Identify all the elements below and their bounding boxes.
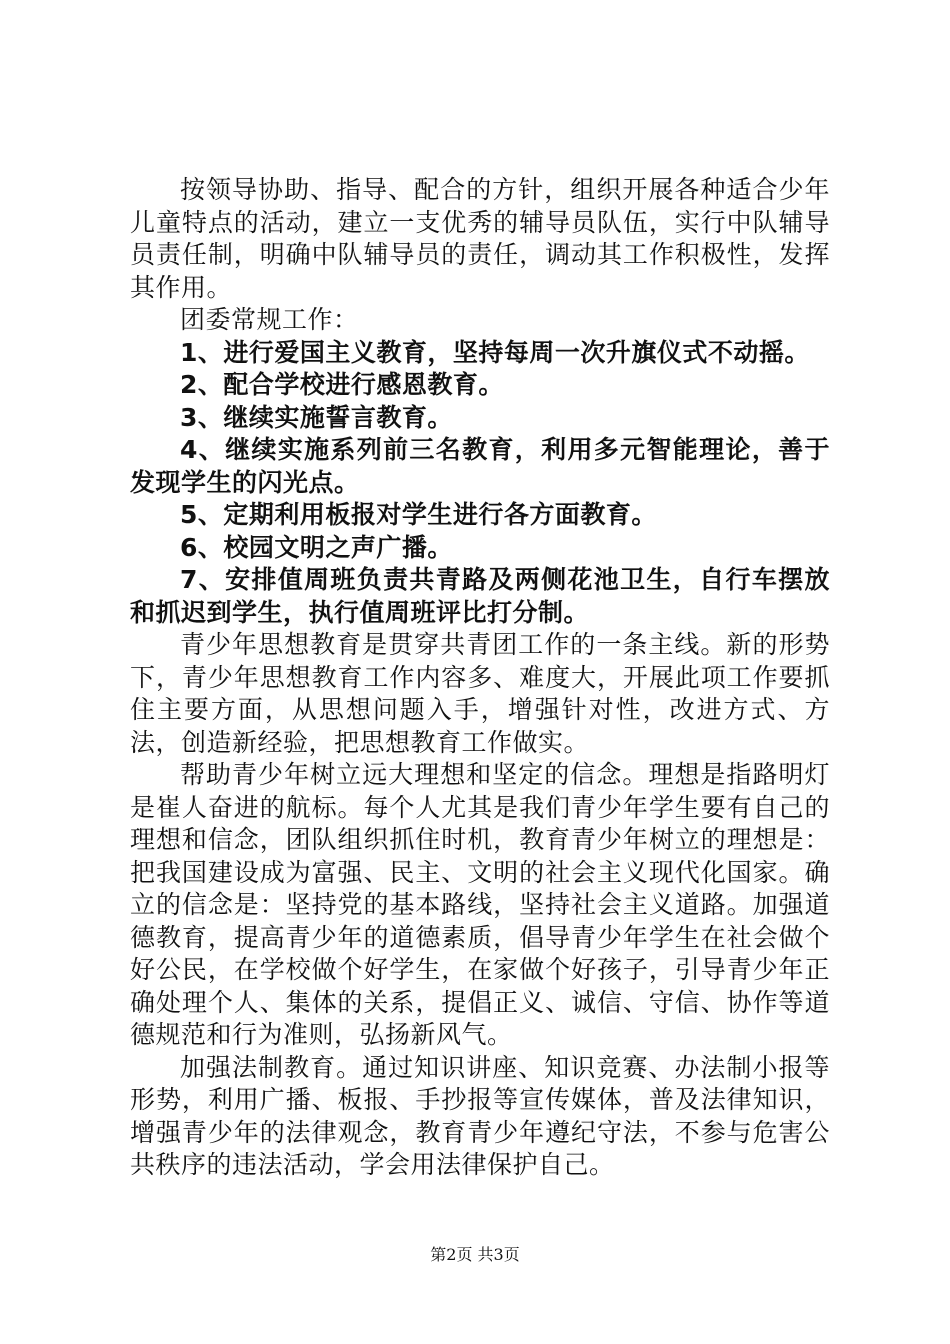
list-item-7: 7、安排值周班负责共青路及两侧花池卫生，自行车摆放和抓迟到学生，执行值周班评比打分制。 xyxy=(130,565,830,627)
paragraph-heading-routine-work: 团委常规工作： xyxy=(180,305,359,334)
list-item-6: 6、校园文明之声广播。 xyxy=(180,532,453,562)
paragraph-ideals-beliefs: 帮助青少年树立远大理想和坚定的信念。理想是指路明灯是崔人奋进的航标。每个人尤其是我们青少年学生要有自己的理想和信念，团队组织抓住时机，教育青少年树立的理想是：把我国建设成为富强、民主、文明的社会主义现代化国家。确立的信念是：坚持党的基本路线，坚持社会主义道路。加强道德教育，提高青少年的道德素质，倡导青少年学生在社会做个好公民，在学校做个好学生，在家做个好孩子，引导青少年正确处理个人、集体的关系，提倡正义、诚信、守信、协作等道德规范和行为准则，弘扬新风气。 xyxy=(130,760,830,1049)
list-item-2: 2、配合学校进行感恩教育。 xyxy=(180,370,504,399)
paragraph-intro: 按领导协助、指导、配合的方针，组织开展各种适合少年儿童特点的活动，建立一支优秀的辅导员队伍，实行中队辅导员责任制，明确中队辅导员的责任，调动其工作积极性，发挥其作用。 xyxy=(130,175,830,302)
paragraph-legal-education: 加强法制教育。通过知识讲座、知识竞赛、办法制小报等形势，利用广播、板报、手抄报等宣传媒体，普及法律知识，增强青少年的法律观念，教育青少年遵纪守法，不参与危害公共秩序的违法活动，学会用法律保护自己。 xyxy=(130,1052,830,1179)
page-number-footer: 第2页 共3页 xyxy=(430,1245,520,1264)
paragraph-ideology-education: 青少年思想教育是贯穿共青团工作的一条主线。新的形势下，青少年思想教育工作内容多、难度大，开展此项工作要抓住主要方面，从思想问题入手，增强针对性，改进方式、方法，创造新经验，把思想教育工作做实。 xyxy=(130,630,830,757)
list-item-4: 4、继续实施系列前三名教育，利用多元智能理论，善于发现学生的闪光点。 xyxy=(130,435,830,497)
list-item-1: 1、进行爱国主义教育，坚持每周一次升旗仪式不动摇。 xyxy=(180,337,810,367)
list-item-3: 3、继续实施誓言教育。 xyxy=(180,402,453,432)
list-item-5: 5、定期利用板报对学生进行各方面教育。 xyxy=(180,500,657,529)
document-body xyxy=(130,174,830,1182)
